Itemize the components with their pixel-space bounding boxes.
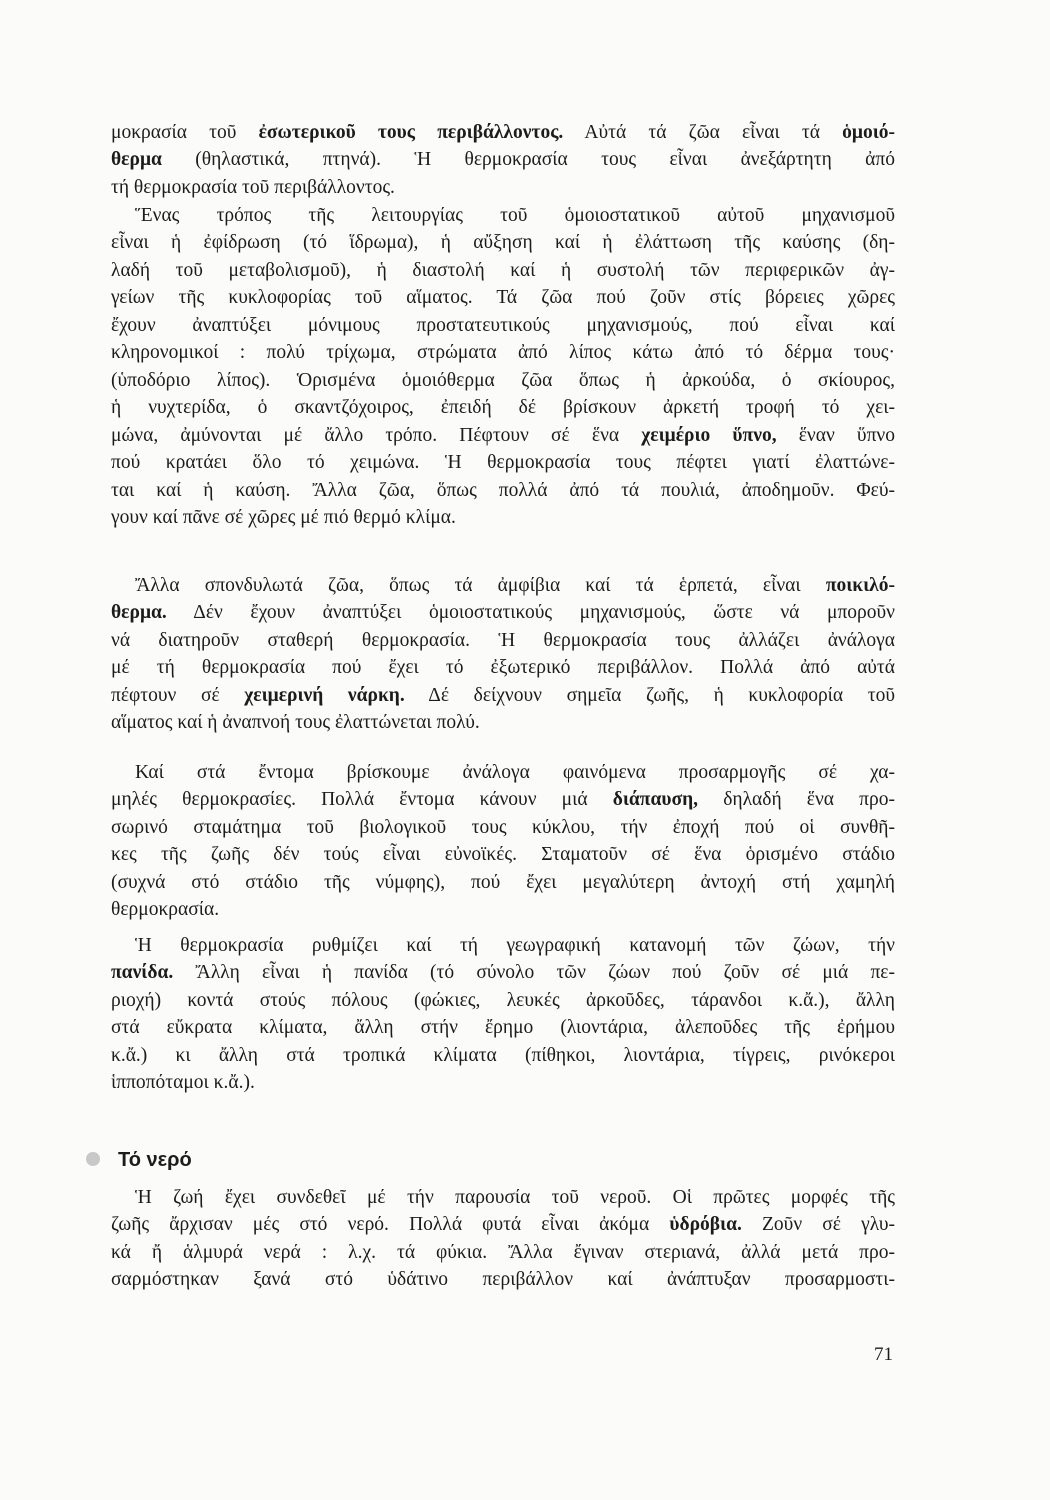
text-segment: λαδή τοῦ μεταβολισμοῦ), ἡ διαστολή καί ἡ συστολή τῶν περιφερικῶν ἀγ- [111, 259, 895, 281]
bold-term: ἐσωτερικοῦ τους περιβάλλοντος. [258, 122, 564, 143]
text-segment: αἵματος καί ἡ ἀναπνοή τους ἐλαττώνεται πολύ. [111, 712, 480, 734]
text-line [111, 814, 895, 842]
text-line [135, 932, 895, 960]
section-heading-text: Τό νερό [118, 1149, 192, 1171]
page-number: 71 [874, 1344, 893, 1365]
text-line [135, 572, 895, 600]
text-line [111, 284, 895, 312]
text-line [111, 312, 895, 340]
text-segment: θερμοκρασία. [111, 899, 220, 921]
text-segment: μηλές θερμοκρασίες. Πολλά ἔντομα κάνουν μιά [111, 789, 613, 811]
text-segment: ἔχουν ἀναπτύξει μόνιμους προστατευτικούς μηχανισμούς, πού εἶναι καί [111, 314, 895, 336]
text-segment: Ἡ ζωή ἔχει συνδεθεῖ μέ τήν παρουσία τοῦ νεροῦ. Οἱ πρῶτες μορφές τῆς [135, 1187, 895, 1208]
text-segment: ται καί ἡ καύση. Ἄλλα ζῶα, ὅπως πολλά ἀπό τά πουλιά, ἀποδημοῦν. Φεύ- [111, 479, 895, 501]
text-segment: Καί στά ἔντομα βρίσκουμε ἀνάλογα φαινόμενα προσαρμογῆς σέ χα- [135, 762, 895, 783]
text-line [135, 1184, 895, 1212]
text-line [111, 841, 895, 869]
text-segment: μώνα, ἀμύνονται μέ ἄλλο τρόπο. Πέφτουν σέ ἕνα [111, 424, 642, 446]
text-segment: Ζοῦν σέ γλυ- [741, 1214, 896, 1236]
text-segment: μέ τή θερμοκρασία πού ἔχει τό ἐξωτερικό περιβάλλον. Πολλά ἀπό αὐτά [111, 657, 895, 679]
bold-term: χειμέριο ὕπνο, [641, 424, 777, 446]
text-line [111, 1266, 895, 1294]
text-line [111, 394, 895, 422]
text-segment: στά εὔκρατα κλίματα, ἄλλη στήν ἔρημο (λιοντάρια, ἀλεποῦδες τῆς ἐρήμου [111, 1017, 895, 1039]
text-segment: σαρμόστηκαν ξανά στό ὑδάτινο περιβάλλον καί ἀνάπτυξαν προσαρμοστι- [111, 1269, 895, 1291]
text-segment: γουν καί πᾶνε σέ χῶρες μέ πιό θερμό κλίμα. [111, 506, 456, 528]
text-segment: τή θερμοκρασία τοῦ περιβάλλοντος. [111, 176, 395, 198]
text-segment: κληρονομικοί : πολύ τρίχωμα, στρώματα ἀπό λίπος κάτω ἀπό τό δέρμα τους· [111, 342, 895, 364]
text-line [111, 367, 895, 395]
text-line [111, 1069, 895, 1097]
text-segment: (θηλαστικά, πτηνά). Ἡ θερμοκρασία τους εἶναι ἀνεξάρτητη ἀπό [161, 149, 895, 171]
text-segment: Ἄλλα σπονδυλωτά ζῶα, ὅπως τά ἀμφίβια καί τά ἑρπετά, εἶναι [135, 575, 826, 596]
text-line [111, 654, 895, 682]
text-line [111, 257, 895, 285]
text-segment: Αὐτά τά ζῶα εἶναι τά [563, 122, 843, 143]
section-heading [86, 1146, 192, 1174]
text-line [111, 1042, 895, 1070]
text-line [111, 959, 895, 987]
bold-term: ὁμοιό- [842, 122, 895, 143]
text-line [111, 786, 895, 814]
text-segment: σωρινό σταμάτημα τοῦ βιολογικοῦ τους κύκλου, τήν ἐποχή πού οἱ συνθῆ- [111, 816, 895, 838]
text-line [111, 229, 895, 257]
text-line [111, 146, 895, 174]
text-segment: πού κρατάει ὅλο τό χειμώνα. Ἡ θερμοκρασία τους πέφτει γιατί ἐλαττώνε- [111, 452, 895, 474]
bullet-icon [86, 1152, 100, 1166]
bold-term: ποικιλό- [825, 575, 895, 596]
text-segment: ἡ νυχτερίδα, ὁ σκαντζόχοιρος, ἐπειδή δέ βρίσκουν ἀρκετή τροφή τό χει- [111, 397, 895, 419]
text-segment: ἕναν ὕπνο [776, 424, 895, 446]
bold-term: χειμερινή νάρκη. [244, 684, 405, 706]
text-line [111, 1239, 895, 1267]
text-segment: (συχνά στό στάδιο τῆς νύμφης), πού ἔχει μεγαλύτερη ἀντοχή στή χαμηλή [111, 871, 895, 893]
bold-term: πανίδα. [111, 962, 174, 984]
text-segment: κες τῆς ζωῆς δέν τούς εἶναι εὐνοϊκές. Σταματοῦν σέ ἕνα ὁρισμένο στάδιο [111, 844, 895, 866]
text-line [111, 682, 895, 710]
text-segment: ζωῆς ἄρχισαν μές στό νερό. Πολλά φυτά εἶναι ἀκόμα [111, 1214, 670, 1236]
text-segment: μοκρασία τοῦ [111, 122, 259, 143]
text-line [111, 987, 895, 1015]
text-segment: νά διατηροῦν σταθερή θερμοκρασία. Ἡ θερμοκρασία τους ἀλλάζει ἀνάλογα [111, 629, 895, 651]
text-line [135, 202, 895, 230]
text-segment: κά ἤ ἁλμυρά νερά : λ.χ. τά φύκια. Ἄλλα ἔγιναν στεριανά, ἀλλά μετά προ- [111, 1241, 895, 1263]
text-line [111, 477, 895, 505]
bold-term: θερμα [111, 149, 162, 171]
text-segment: δηλαδή ἕνα προ- [698, 789, 895, 811]
text-segment: ριοχή) κοντά στούς πόλους (φώκιες, λευκές ἀρκοῦδες, τάρανδοι κ.ἄ.), ἄλλη [111, 989, 895, 1011]
text-segment: Ἕνας τρόπος τῆς λειτουργίας τοῦ ὁμοιοστατικοῦ αὐτοῦ μηχανισμοῦ [135, 205, 895, 226]
text-segment: ἱπποπόταμοι κ.ἄ.). [111, 1072, 255, 1094]
text-segment: γείων τῆς κυκλοφορίας τοῦ αἵματος. Τά ζῶα πού ζοῦν στίς βόρειες χῶρες [111, 287, 895, 309]
text-line [111, 627, 895, 655]
text-line [135, 759, 895, 787]
text-line [111, 422, 895, 450]
text-segment: κ.ἄ.) κι ἄλλη στά τροπικά κλίματα (πίθηκοι, λιοντάρια, τίγρεις, ρινόκεροι [111, 1044, 895, 1066]
text-segment: (ὑποδόριο λίπος). Ὁρισμένα ὁμοιόθερμα ζῶα ὅπως ἡ ἀρκούδα, ὁ σκίουρος, [111, 369, 895, 391]
text-line [111, 1014, 895, 1042]
text-segment: Δέ δείχνουν σημεῖα ζωῆς, ἡ κυκλοφορία τοῦ [404, 684, 896, 706]
text-line [111, 449, 895, 477]
text-segment: πέφτουν σέ [111, 684, 245, 706]
text-line [111, 709, 895, 737]
text-segment: Δέν ἔχουν ἀναπτύξει ὁμοιοστατικούς μηχανισμούς, ὥστε νά μποροῦν [166, 602, 895, 624]
text-line [111, 1211, 895, 1239]
text-line [111, 174, 895, 202]
text-segment: Ἡ θερμοκρασία ρυθμίζει καί τή γεωγραφική κατανομή τῶν ζώων, τήν [135, 935, 895, 956]
text-line [111, 119, 895, 147]
text-line [111, 869, 895, 897]
text-line [111, 504, 895, 532]
text-segment: εἶναι ἡ ἐφίδρωση (τό ἵδρωμα), ἡ αὔξηση καί ἡ ἐλάττωση τῆς καύσης (δη- [111, 232, 895, 254]
text-line [111, 896, 895, 924]
bold-term: διάπαυση, [612, 789, 699, 811]
text-line [111, 339, 895, 367]
text-line [111, 599, 895, 627]
bold-term: θερμα. [111, 602, 167, 624]
bold-term: ὑδρόβια. [669, 1214, 742, 1236]
text-segment: Ἄλλη εἶναι ἡ πανίδα (τό σύνολο τῶν ζώων πού ζοῦν σέ μιά πε- [173, 962, 895, 984]
